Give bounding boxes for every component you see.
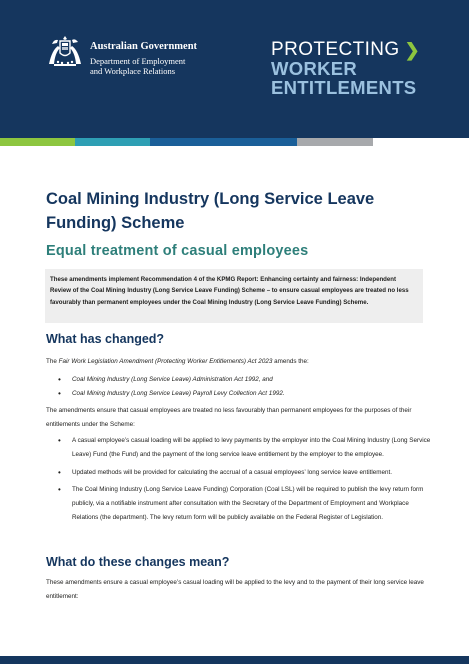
section-heading-what-changed: What has changed? <box>46 332 165 346</box>
government-name: Australian Government <box>90 41 198 52</box>
intro-paragraph <box>46 355 430 369</box>
brand-line-2: WORKER <box>271 58 358 79</box>
changes-list <box>46 434 431 525</box>
stripe-segment-blue <box>150 138 297 146</box>
intro-prefix: The <box>46 358 59 365</box>
brand-line-3: ENTITLEMENTS <box>271 77 417 98</box>
intro-suffix: amends the: <box>272 358 309 365</box>
brand-line-1: PROTECTING <box>271 39 400 60</box>
list-item: • The Coal Mining Industry (Long Service Leave Funding) Corporation (Coal LSL) will be required to publish the levy return form publicly, via a notifiable instrument after consultation with the Secretary of the Department of Employment and Workplace Relations (the department). The levy return form will be publicly available on the Federal Register of Legislation. <box>46 483 431 524</box>
color-stripe <box>0 138 469 146</box>
list-item: • Updated methods will be provided for calculating the accrual of a casual employees’ long service leave entitlement. <box>46 466 431 480</box>
department-line-1: Department of Employment <box>90 56 186 66</box>
section-heading-what-mean: What do these changes mean? <box>46 555 230 569</box>
act-name: Fair Work Legislation Amendment (Protecting Worker Entitlements) Act 2023 <box>58 358 273 365</box>
stripe-segment-green <box>0 138 75 146</box>
header-banner <box>0 0 469 138</box>
stripe-segment-grey <box>297 138 373 146</box>
coat-of-arms-icon <box>46 34 84 68</box>
footer-bar <box>0 656 469 664</box>
amendments-paragraph: The amendments ensure that casual employees are treated no less favourably than permanent employees for the purposes of their entitlements under the Scheme: <box>46 407 412 428</box>
government-wordmark <box>90 41 197 76</box>
program-logo <box>271 40 420 97</box>
changes-meaning-paragraph: These amendments ensure a casual employee’s casual loading will be applied to the levy and to the payment of their long service leave entitlement: <box>46 579 424 600</box>
stripe-segment-teal <box>75 138 150 146</box>
document-subtitle: Equal treatment of casual employees <box>46 243 309 259</box>
summary-box: These amendments implement Recommendation 4 of the KPMG Report: Enhancing certainty and fairness: Independent Review of the Coal Mining Industry (Long Service Leave Funding) Scheme – to ensure casual employees are treated no less favourably than permanent employees under the Coal Mining Industry (Long Service Leave Funding) Scheme. <box>45 269 423 323</box>
list-item: • Coal Mining Industry (Long Service Leave) Administration Act 1992, and <box>46 373 431 387</box>
acts-list <box>46 373 431 401</box>
document-title: Coal Mining Industry (Long Service Leave Funding) Scheme <box>46 190 375 232</box>
department-line-2: and Workplace Relations <box>90 66 176 76</box>
list-item: • A casual employee’s casual loading will be applied to levy payments by the employer into the Coal Mining Industry (Long Service Leave) Fund (the Fund) and the payment of the long service leave entitlement by the employer to the employee. <box>46 434 431 462</box>
list-item: • Coal Mining Industry (Long Service Leave) Payroll Levy Collection Act 1992. <box>46 387 431 401</box>
chevron-right-icon: ❯ <box>404 39 421 60</box>
